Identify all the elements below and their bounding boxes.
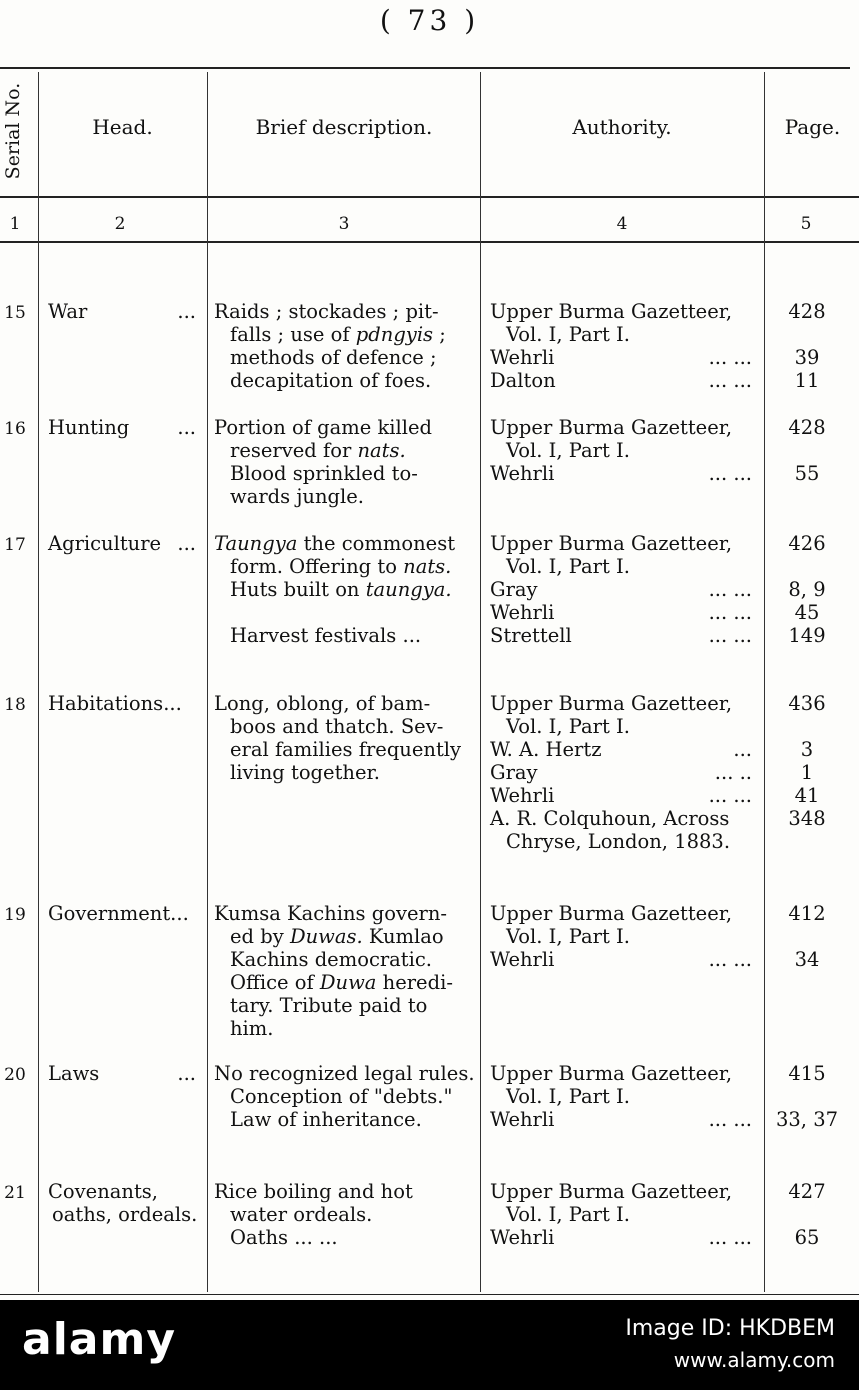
column-number: 4 [616,214,628,234]
page-reference: 11 [794,369,820,392]
authority-dots: ... ... [708,1226,752,1249]
head-cell: Hunting [48,416,130,439]
description-line: Huts built on taungya. [230,578,452,601]
authority-line: Wehrli [490,1226,555,1249]
page-reference: 428 [788,300,826,323]
page-reference: 436 [788,692,826,715]
authority-line: Wehrli [490,948,555,971]
authority-line: Dalton [490,369,556,392]
header-bottom-rule [0,196,859,198]
authority-dots: ... ... [708,601,752,624]
head-header: Head. [92,115,153,139]
description-line: living together. [230,761,380,784]
description-line: decapitation of foes. [230,369,432,392]
description-line: tary. Tribute paid to [230,994,428,1017]
description-line: Blood sprinkled to- [230,462,418,485]
authority-line: Upper Burma Gazetteer, [490,902,733,925]
authority-line: Upper Burma Gazetteer, [490,416,733,439]
authority-line: Upper Burma Gazetteer, [490,532,733,555]
authority-line: Gray [490,578,538,601]
description-line: eral families frequently [230,738,462,761]
description-line: form. Offering to nats. [230,555,452,578]
description-line: wards jungle. [230,485,364,508]
head-cell: Habitations... [48,692,182,715]
description-line: Taungya the commonest [214,532,456,555]
description-line: boos and thatch. Sev- [230,715,444,738]
head-cell-continued: oaths, ordeals. [52,1203,198,1226]
description-line: water ordeals. [230,1203,373,1226]
authority-line: Vol. I, Part I. [506,1203,630,1226]
description-line: Kumsa Kachins govern- [214,902,447,925]
serial-number: 19 [4,905,26,925]
authority-dots: ... ... [708,346,752,369]
authority-dots: ... ... [708,624,752,647]
description-line: Portion of game killed [214,416,433,439]
site-url: www.alamy.com [673,1348,835,1372]
description-line: No recognized legal rules. [214,1062,475,1085]
page-header: Page. [784,115,841,139]
authority-line: Upper Burma Gazetteer, [490,1062,733,1085]
head-cell: Government... [48,902,189,925]
page-reference: 1 [800,761,814,784]
description-line: Oaths ... ... [230,1226,338,1249]
description-line: Office of Duwa heredi- [230,971,453,994]
head-dots: ... [177,416,196,439]
description-header: Brief description. [255,115,433,139]
description-line: Long, oblong, of bam- [214,692,431,715]
description-line: methods of defence ; [230,346,437,369]
serial-number: 17 [4,535,26,555]
authority-line: Vol. I, Part I. [506,323,630,346]
serial-number: 21 [4,1183,26,1203]
authority-line: Vol. I, Part I. [506,715,630,738]
description-line: Kachins democratic. [230,948,433,971]
authority-dots: ... ... [708,784,752,807]
description-line: falls ; use of pdngyis ; [230,323,446,346]
authority-line: Vol. I, Part I. [506,555,630,578]
page-reference: 33, 37 [775,1108,839,1131]
description-line: Raids ; stockades ; pit- [214,300,439,323]
page-reference: 34 [794,948,820,971]
authority-line: Wehrli [490,462,555,485]
page-reference: 8, 9 [788,578,826,601]
head-dots: ... [177,1062,196,1085]
table-top-rule [0,67,850,69]
page-reference: 412 [788,902,826,925]
description-line: ed by Duwas. Kumlao [230,925,444,948]
authority-line: Upper Burma Gazetteer, [490,1180,733,1203]
page-reference: 149 [788,624,826,647]
authority-dots: ... ... [708,948,752,971]
column-divider-2 [207,72,208,1292]
description-line: Harvest festivals ... [230,624,422,647]
authority-header: Authority. [572,115,672,139]
authority-dots: ... ... [708,369,752,392]
alamy-logo: alamy [22,1314,176,1365]
authority-line: Wehrli [490,1108,555,1131]
table-bottom-rule [0,1294,859,1295]
description-line: Rice boiling and hot [214,1180,413,1203]
page-reference: 45 [794,601,820,624]
description-line: Conception of "debts." [230,1085,453,1108]
authority-line: Vol. I, Part I. [506,1085,630,1108]
authority-line: Strettell [490,624,572,647]
head-cell: Agriculture [48,532,162,555]
head-dots: ... [177,532,196,555]
column-number: 5 [800,214,812,234]
serial-number: 18 [4,695,26,715]
head-dots: ... [177,300,196,323]
authority-line: Gray [490,761,538,784]
page-reference: 41 [794,784,820,807]
page-reference: 39 [794,346,820,369]
page-reference: 3 [800,738,814,761]
page-reference: 415 [788,1062,826,1085]
page-reference: 428 [788,416,826,439]
description-line: him. [230,1017,274,1040]
authority-line: Wehrli [490,346,555,369]
authority-dots: ... .. [714,761,752,784]
authority-dots: ... ... [708,1108,752,1131]
authority-dots: ... ... [708,578,752,601]
column-divider-1 [38,72,39,1292]
description-line: Law of inheritance. [230,1108,422,1131]
authority-line: Chryse, London, 1883. [506,830,731,853]
authority-line: Upper Burma Gazetteer, [490,692,733,715]
authority-dots: ... [733,738,752,761]
column-number: 1 [9,214,21,234]
column-number: 3 [338,214,350,234]
page-reference: 348 [788,807,826,830]
authority-line: W. A. Hertz [490,738,602,761]
description-line: reserved for nats. [230,439,406,462]
authority-line: Vol. I, Part I. [506,439,630,462]
head-cell: Laws [48,1062,100,1085]
column-number: 2 [114,214,126,234]
page-reference: 55 [794,462,820,485]
head-cell: Covenants, [48,1180,159,1203]
page-reference: 65 [794,1226,820,1249]
authority-line: Wehrli [490,601,555,624]
authority-line: Vol. I, Part I. [506,925,630,948]
serial-number: 15 [4,303,26,323]
page-number: ( 73 ) [379,4,480,37]
page-reference: 426 [788,532,826,555]
page-reference: 427 [788,1180,826,1203]
serial-number: 20 [4,1065,26,1085]
authority-dots: ... ... [708,462,752,485]
authority-line: A. R. Colquhoun, Across [490,807,730,830]
serial-number: 16 [4,419,26,439]
serial-no-header: Serial No. [2,82,24,180]
watermark-banner [0,1300,859,1390]
head-cell: War [48,300,88,323]
image-id: Image ID: HKDBEM [625,1316,835,1341]
authority-line: Wehrli [490,784,555,807]
column-number-rule [0,241,859,243]
authority-line: Upper Burma Gazetteer, [490,300,733,323]
